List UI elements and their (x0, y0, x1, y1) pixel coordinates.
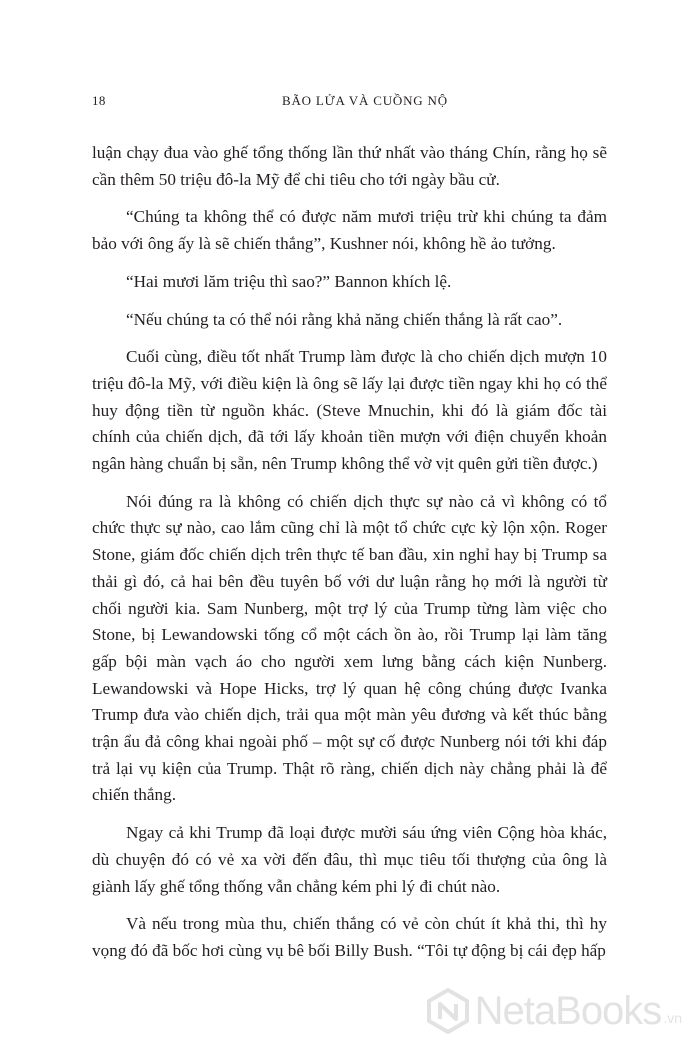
watermark (425, 988, 682, 1034)
paragraph-4: “Nếu chúng ta có thể nói rằng khả năng chiến thắng là rất cao”. (126, 309, 563, 329)
paragraph-7: Ngay cả khi Trump đã loại được mười sáu ứng viên Cộng hòa khác, dù chuyện đó có vẻ xa vời đến đâu, thì mục tiêu tối thượng của ông là giành lấy ghế tổng thống vẫn chẳng kém phi lý đi chút nào. (92, 823, 607, 896)
page-number: 18 (92, 93, 106, 108)
paragraph-8: Và nếu trong mùa thu, chiến thắng có vẻ còn chút ít khả thi, thì hy vọng đó đã bốc hơi cùng vụ bê bối Billy Bush. “Tôi tự động bị cái đẹp hấp (92, 914, 607, 960)
paragraph-2: “Chúng ta không thể có được năm mươi triệu trừ khi chúng ta đảm bảo với ông ấy là sẽ chiến thắng”, Kushner nói, không hề ảo tưởng. (92, 207, 607, 254)
paragraph-1: luận chạy đua vào ghế tổng thống lần thứ nhất vào tháng Chín, rằng họ sẽ cần thêm 50 triệu đô-la Mỹ để chi tiêu cho tới ngày bầu cử. (92, 143, 607, 189)
paragraph-3: “Hai mươi lăm triệu thì sao?” Bannon khích lệ. (126, 271, 452, 291)
netabooks-logo-icon (425, 988, 471, 1034)
page-header (92, 93, 608, 113)
body-text (92, 140, 607, 976)
watermark-brand: NetaBooks (474, 988, 662, 1033)
running-title: BÃO LỬA VÀ CUỒNG NỘ (282, 93, 448, 108)
watermark-suffix: .vn (663, 1010, 682, 1026)
paragraph-5: Cuối cùng, điều tốt nhất Trump làm được là cho chiến dịch mượn 10 triệu đô-la Mỹ, với điều kiện là ông sẽ lấy lại được tiền ngay khi họ có thể huy động tiền từ nguồn khác. (Steve Mnuchin, khi đó là giám đốc tài chính của chiến dịch, đã tới lấy khoản tiền mượn với điện chuyển khoản ngân hàng chuẩn bị sẵn, nên Trump không thể vờ vịt quên gửi tiền được.) (92, 347, 607, 474)
paragraph-6: Nói đúng ra là không có chiến dịch thực sự nào cả vì không có tổ chức thực sự nào, cao lắm cũng chỉ là một tổ chức cực kỳ lộn xộn. Roger Stone, giám đốc chiến dịch trên thực tế ban đầu, xin nghỉ hay bị Trump sa thải gì đó, cả hai bên đều tuyên bố với dư luận rằng họ mới là người từ chối người kia. Sam Nunberg, một trợ lý của Trump từng làm việc cho Stone, bị Lewandowski tống cổ một cách ồn ào, rồi Trump lại làm tăng gấp bội màn vạch áo cho người xem lưng bằng cách kiện Nunberg. Lewandowski và Hope Hicks, trợ lý quan hệ công chúng được Ivanka Trump đưa vào chiến dịch, trải qua một màn yêu đương và kết thúc bằng trận ẩu đả công khai ngoài phố – một sự cố được Nunberg nói tới khi đáp trả lại vụ kiện của Trump. Thật rõ ràng, chiến dịch này chẳng phải là để chiến thắng. (92, 491, 607, 805)
